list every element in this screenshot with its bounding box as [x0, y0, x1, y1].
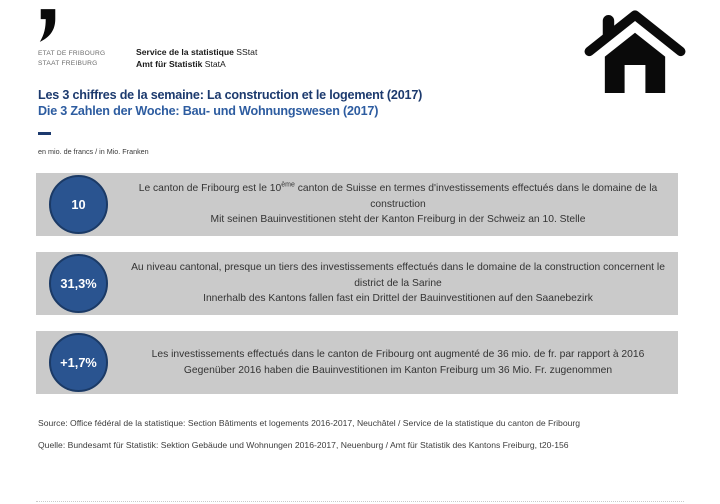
source-footer — [38, 417, 683, 461]
organisation-names — [38, 49, 105, 69]
service-names — [136, 47, 257, 70]
org-name-fr: ETAT DE FRIBOURG — [38, 50, 106, 57]
stat-row-rank — [36, 173, 678, 236]
service-abbr-fr: SStat — [233, 47, 258, 57]
stat-row-growth — [36, 331, 678, 394]
service-name-de — [136, 59, 257, 71]
stat-value-badge — [49, 333, 108, 392]
stat-text-fr-post: canton de Suisse en termes d'investissements effectués dans le domaine de la construction — [294, 183, 658, 210]
service-name-fr — [136, 47, 257, 59]
fribourg-comma-logo-icon — [38, 8, 58, 43]
service-abbr-de: StatA — [202, 58, 226, 69]
stat-text-fr — [124, 181, 672, 212]
unit-note: en mio. de francs / in Mio. Franken — [38, 147, 149, 156]
stat-text-fr-pre: Les investissements effectués dans le canton de Fribourg ont augmenté de 36 mio. de fr. par rapport à 2016 — [151, 349, 645, 361]
stat-text-fr-pre: Le canton de Fribourg est le 10 — [138, 183, 282, 195]
stat-text-fr — [124, 347, 672, 362]
service-name-fr-bold: Service de la statistique — [136, 47, 234, 57]
stat-description — [124, 173, 672, 236]
page-title-fr: Les 3 chiffres de la semaine: La construction et le logement (2017) — [38, 88, 423, 102]
stat-text-de: Innerhalb des Kantons fallen fast ein Drittel der Bauinvestitionen auf den Saanebezirk — [203, 293, 593, 305]
stat-row-share — [36, 252, 678, 315]
service-name-de-bold: Amt für Statistik — [136, 58, 203, 69]
stat-description — [124, 252, 672, 315]
title-dash-rule — [38, 132, 51, 135]
stat-value: 10 — [71, 197, 86, 212]
stat-text-fr-pre: Au niveau cantonal, presque un tiers des investissements effectués dans le domaine de la construction concernent le district de la Sarine — [131, 262, 665, 289]
stat-text-de: Gegenüber 2016 haben die Bauinvestitionen im Kanton Freiburg um 36 Mio. Fr. zugenommen — [183, 364, 613, 376]
stat-description — [124, 331, 672, 394]
stat-text-fr — [124, 260, 672, 291]
source-line-fr: Source: Office fédéral de la statistique: Section Bâtiments et logements 2016-2017, Neuchâtel / Service de la statistique du canton de Fribourg — [38, 418, 581, 428]
stat-value: 31,3% — [60, 276, 97, 291]
bottom-crop-marks — [36, 501, 684, 502]
stat-text-fr-sup: ème — [281, 181, 295, 189]
stat-value-badge — [49, 254, 108, 313]
stat-rows — [36, 173, 678, 410]
page-title-de: Die 3 Zahlen der Woche: Bau- und Wohnungswesen (2017) — [38, 104, 379, 118]
stat-value-badge — [49, 175, 108, 234]
stat-value: +1,7% — [60, 355, 97, 370]
source-line-de: Quelle: Bundesamt für Statistik: Sektion Gebäude und Wohnungen 2016-2017, Neuenburg / Amt für Statistik des Kantons Freiburg, t20-156 — [38, 440, 569, 450]
stat-text-de: Mit seinen Bauinvestitionen steht der Kanton Freiburg in der Schweiz an 10. Stelle — [210, 214, 586, 226]
org-name-de: STAAT FREIBURG — [38, 60, 98, 67]
